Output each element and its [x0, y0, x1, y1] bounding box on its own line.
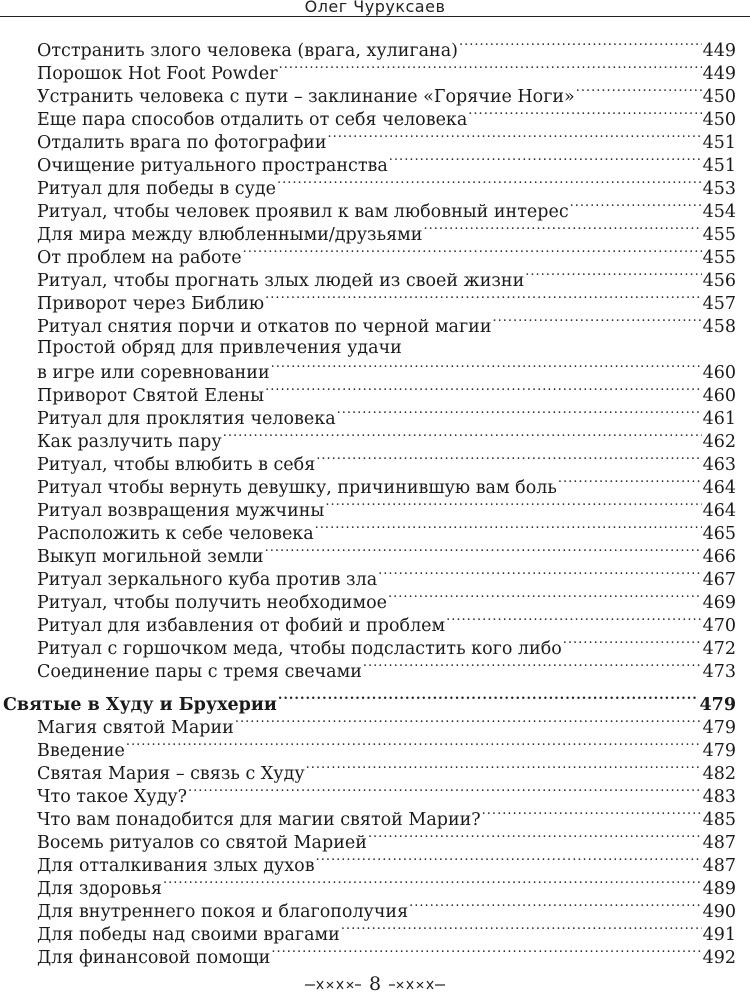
- toc-leader-dots: [315, 521, 702, 539]
- ornament-left-icon: [303, 979, 363, 991]
- toc-entry-page: 464: [702, 500, 736, 521]
- toc-entry-title: Что такое Худу?: [37, 786, 188, 807]
- toc-entry-page: 482: [702, 763, 736, 784]
- toc-entry: [37, 899, 736, 922]
- toc-entry-title: Приворот Святой Елены: [37, 385, 265, 406]
- toc-entry-title: Как разлучить пару: [37, 431, 222, 452]
- toc-entry-page: 455: [702, 224, 736, 245]
- toc-entry: [37, 153, 736, 176]
- toc-leader-dots: [316, 452, 701, 470]
- toc-entry: [37, 406, 736, 429]
- toc-entry: [37, 61, 736, 84]
- toc-entry-page: 450: [702, 86, 736, 107]
- toc-entry-title: Что вам понадобится для магии святой Марии?: [37, 809, 481, 830]
- toc-leader-dots: [446, 613, 701, 631]
- toc-entry-page: 483: [702, 786, 736, 807]
- toc-leader-dots: [243, 245, 702, 263]
- toc-entry-title: в игре или соревновании: [37, 362, 270, 383]
- toc-entry-page: 485: [702, 809, 736, 830]
- toc-entry: [37, 314, 736, 337]
- toc-entry-page: 456: [702, 270, 736, 291]
- toc-leader-dots: [389, 153, 702, 171]
- toc-entry-page: 449: [702, 63, 736, 84]
- toc-entry: [37, 544, 736, 567]
- toc-entry: [37, 84, 736, 107]
- toc-leader-dots: [337, 406, 702, 424]
- toc-entry-page: 487: [702, 832, 736, 853]
- toc-entry: [37, 784, 736, 807]
- toc-entry: [37, 590, 736, 613]
- toc-leader-dots: [388, 590, 702, 608]
- toc-entry-title: Магия святой Марии: [37, 717, 234, 738]
- toc-leader-dots: [558, 475, 702, 493]
- toc-leader-dots: [265, 383, 702, 401]
- toc-entry: [37, 199, 736, 222]
- toc-entry-title: Отстранить злого человека (врага, хулигана): [37, 40, 458, 61]
- toc-leader-dots: [163, 876, 702, 894]
- toc-entry: [37, 521, 736, 544]
- toc-leader-dots: [279, 61, 702, 79]
- toc-leader-dots: [459, 38, 702, 56]
- toc-entry-title: Расположить к себе человека: [37, 523, 314, 544]
- toc-leader-dots: [306, 761, 702, 779]
- toc-entry-title: Для мира между влюбленными/друзьями: [37, 224, 423, 245]
- toc-leader-dots: [563, 636, 702, 654]
- toc-entry: [37, 268, 736, 291]
- toc-section-title: Святые в Худу и Брухерии: [3, 694, 277, 715]
- toc-entry: [37, 452, 736, 475]
- toc-entry: [37, 636, 736, 659]
- toc-entry-title: Ритуал для проклятия человека: [37, 408, 336, 429]
- toc-leader-dots: [328, 130, 702, 148]
- toc-entry: [37, 107, 736, 130]
- toc-entry-page: 451: [702, 155, 736, 176]
- toc-entry: [37, 613, 736, 636]
- toc-leader-dots: [493, 314, 702, 332]
- toc-entry-page: 466: [702, 546, 736, 567]
- toc-leader-dots: [423, 222, 701, 240]
- ornament-right-icon: [387, 979, 447, 991]
- toc-entry-title: Устранить человека с пути – заклинание «Горячие Ноги»: [37, 86, 575, 107]
- toc-entry-page: 462: [702, 431, 736, 452]
- page-footer: [0, 972, 750, 996]
- toc-entry: [37, 222, 736, 245]
- toc-entry-title: Ритуал, чтобы прогнать злых людей из своей жизни: [37, 270, 525, 291]
- toc-leader-dots: [188, 784, 702, 802]
- toc-entry-title: Порошок Hot Foot Powder: [37, 63, 278, 84]
- toc-entry-page: 489: [702, 878, 736, 899]
- toc-leader-dots: [223, 429, 702, 447]
- toc-entry-page: 473: [702, 661, 736, 682]
- toc-entry-page: 492: [702, 947, 736, 968]
- toc-entry-page: 460: [702, 385, 736, 406]
- toc-entry: [37, 853, 736, 876]
- toc-entry: [37, 876, 736, 899]
- toc-entry: [37, 659, 736, 682]
- toc-entry: [37, 761, 736, 784]
- toc-entry-page: 450: [702, 109, 736, 130]
- toc-entry-title: Очищение ритуального пространства: [37, 155, 388, 176]
- toc-entry-title: Ритуал для победы в суде: [37, 178, 277, 199]
- toc-entry-page: 490: [702, 901, 736, 922]
- toc-entry-title: Ритуал возвращения мужчины: [37, 500, 325, 521]
- toc-entry-title: Выкуп могильной земли: [37, 546, 264, 567]
- toc-entry: [37, 38, 736, 61]
- toc-leader-dots: [341, 922, 702, 940]
- toc-entry-title: Ритуал чтобы вернуть девушку, причинившую вам боль: [37, 477, 557, 498]
- toc-leader-dots: [278, 692, 699, 710]
- toc-entry: [37, 567, 736, 590]
- toc-leader-dots: [277, 176, 702, 194]
- toc-entry: [37, 383, 736, 406]
- toc-entry-title: Соединение пары с тремя свечами: [37, 661, 362, 682]
- toc-leader-dots: [468, 107, 701, 125]
- toc-leader-dots: [570, 199, 702, 217]
- toc-leader-dots: [525, 268, 701, 286]
- toc-entry-page: 457: [702, 293, 736, 314]
- toc-entry-title: Для здоровья: [37, 878, 162, 899]
- toc-entry-page: 460: [702, 362, 736, 383]
- toc-entry: [37, 922, 736, 945]
- page-number: 8: [368, 973, 382, 995]
- toc-leader-dots: [265, 291, 701, 309]
- toc-entry: [37, 429, 736, 452]
- toc-entry-page: 469: [702, 592, 736, 613]
- toc-leader-dots: [378, 567, 701, 585]
- toc-entry-title: Для победы над своими врагами: [37, 924, 340, 945]
- toc-entry-title: Отдалить врага по фотографии: [37, 132, 327, 153]
- toc-entry-title: Ритуал снятия порчи и откатов по черной магии: [37, 316, 492, 337]
- toc-entry-title: Ритуал, чтобы человек проявил к вам любовный интерес: [37, 201, 569, 222]
- toc-leader-dots: [325, 498, 701, 516]
- toc-entry-title: Ритуал, чтобы получить необходимое: [37, 592, 387, 613]
- toc-section-page: 479: [699, 694, 736, 715]
- toc-entry-page: 467: [702, 569, 736, 590]
- toc-entry: [37, 245, 736, 268]
- toc-leader-dots: [265, 544, 702, 562]
- toc-entry-title: Для внутреннего покоя и благополучия: [37, 901, 409, 922]
- toc-entry-title: От проблем на работе: [37, 247, 242, 268]
- toc-entry-page: 451: [702, 132, 736, 153]
- toc-entry-title: Простой обряд для привлечения удачи: [37, 338, 402, 358]
- toc-leader-dots: [126, 738, 702, 756]
- toc-entry-page: 491: [702, 924, 736, 945]
- toc-entry-title: Для отталкивания злых духов: [37, 855, 315, 876]
- toc-section-heading: [3, 692, 736, 715]
- toc-entry-title: Ритуал, чтобы влюбить в себя: [37, 454, 316, 475]
- toc-entry-title: Для финансовой помощи: [37, 947, 271, 968]
- toc-entry: [37, 945, 736, 968]
- toc-leader-dots: [235, 715, 702, 733]
- toc-entry: [37, 738, 736, 761]
- toc-leader-dots: [409, 899, 701, 917]
- toc-entry-page: 479: [702, 740, 736, 761]
- toc-entry-page: 470: [702, 615, 736, 636]
- running-header: [0, 0, 750, 17]
- toc-entry-page: 449: [702, 40, 736, 61]
- toc-entry-title: Святая Мария – связь с Худу: [37, 763, 305, 784]
- toc-entry-page: 487: [702, 855, 736, 876]
- toc-leader-dots: [482, 807, 702, 825]
- toc-entry-page: 472: [702, 638, 736, 659]
- toc-leader-dots: [271, 945, 701, 963]
- toc-entry-title: Восемь ритуалов со святой Марией: [37, 832, 367, 853]
- toc-entry-page: 461: [702, 408, 736, 429]
- toc-entry-title: Ритуал зеркального куба против зла: [37, 569, 378, 590]
- toc-entry: [37, 176, 736, 199]
- toc-entry: [37, 715, 736, 738]
- toc-entry-page: 455: [702, 247, 736, 268]
- toc-entry-title: Еще пара способов отдалить от себя человека: [37, 109, 468, 130]
- toc-entry-page: 465: [702, 523, 736, 544]
- toc-leader-dots: [368, 830, 702, 848]
- toc-entry-title: Ритуал для избавления от фобий и проблем: [37, 615, 446, 636]
- toc-entry-title: Ритуал с горшочком меда, чтобы подсластить кого либо: [37, 638, 562, 659]
- toc-entry-page: 464: [702, 477, 736, 498]
- toc-entry-page: 454: [702, 201, 736, 222]
- toc-entry: [37, 291, 736, 314]
- toc-entry-title: Введение: [37, 740, 125, 761]
- toc-leader-dots: [363, 659, 702, 677]
- author-name: Олег Чуруксаев: [304, 0, 446, 16]
- toc-entry-title-line: [37, 337, 736, 360]
- toc-entry-title: Приворот через Библию: [37, 293, 265, 314]
- toc-entry: [37, 130, 736, 153]
- toc-entry-page: 479: [702, 717, 736, 738]
- toc-entry-page: 463: [702, 454, 736, 475]
- toc-entry: [37, 498, 736, 521]
- toc-leader-dots: [576, 84, 702, 102]
- toc-entry: [37, 475, 736, 498]
- toc-leader-dots: [271, 360, 702, 378]
- toc-entry-page: 458: [702, 316, 736, 337]
- toc-entry: [37, 807, 736, 830]
- toc-leader-dots: [316, 853, 702, 871]
- toc-entry: [37, 830, 736, 853]
- toc-entry: [37, 360, 736, 383]
- toc-entry-page: 453: [702, 178, 736, 199]
